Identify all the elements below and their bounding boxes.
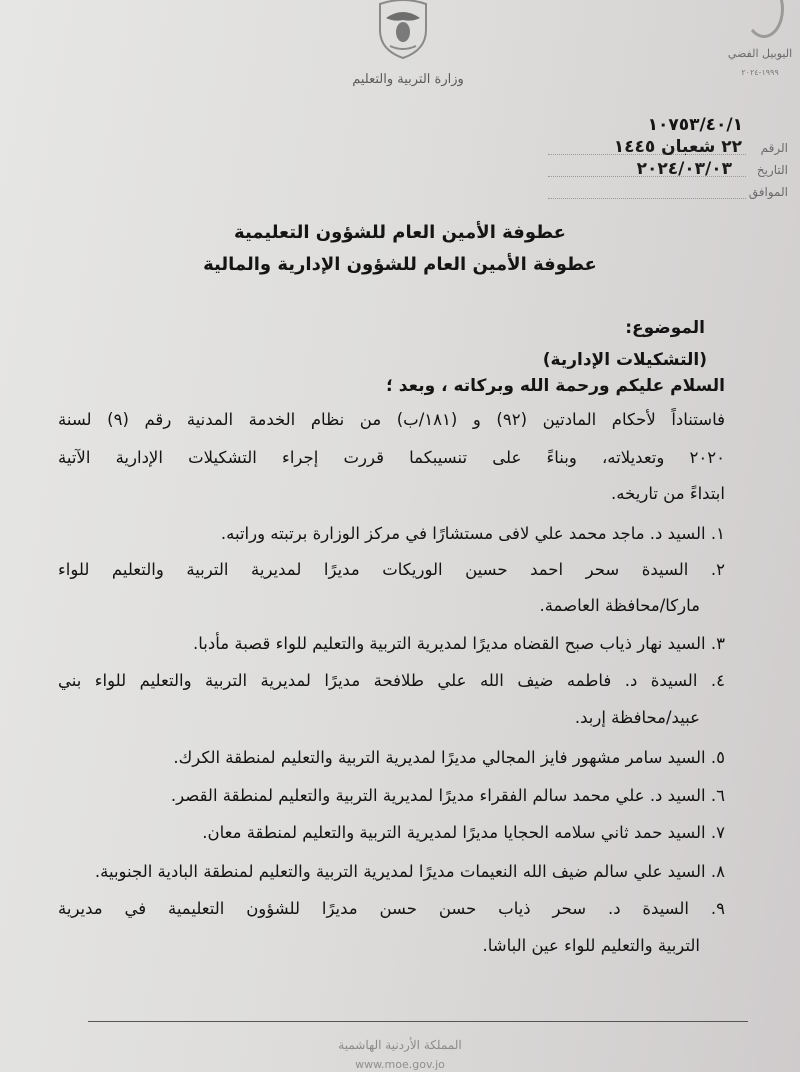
list-item-6: ٦. السيد د. علي محمد سالم الفقراء مديرًا لمديرية التربية والتعليم لمنطقة القصر.: [170, 786, 725, 805]
reference-label: الرقم: [760, 141, 788, 155]
intro-line-3: ابتداءً من تاريخه.: [611, 484, 725, 503]
hijri-date: ٢٢ شعبان ١٤٤٥: [613, 137, 742, 157]
list-item-4-cont: عبيد/محافظة إربد.: [574, 708, 700, 727]
ministry-name: وزارة التربية والتعليم: [352, 72, 464, 87]
corresponding-label: الموافق: [748, 185, 788, 199]
reference-date-block: [548, 137, 788, 203]
date-label: التاريخ: [756, 163, 788, 177]
jubilee-emblem: [720, 0, 800, 85]
list-item-1: ١. السيد د. ماجد محمد علي لافى مستشارًا في مركز الوزارة برتبته وراتبه.: [220, 524, 725, 543]
list-item-2-cont: ماركا/محافظة العاصمة.: [539, 596, 700, 615]
list-item-7: ٧. السيد حمد ثاني سلامه الحجايا مديرًا لمديرية التربية والتعليم لمنطقة معان.: [202, 823, 725, 842]
reference-row: [548, 137, 788, 159]
corresponding-row: [548, 181, 788, 203]
list-item-4: ٤. السيدة د. فاطمه ضيف الله علي طلافحة مديرًا لمديرية التربية والتعليم للواء بني: [58, 671, 725, 690]
dotted-line: [548, 198, 746, 199]
jubilee-years: ١٩٩٩-٢٠٢٤: [741, 68, 779, 77]
gregorian-date: ٢٠٢٤/٠٣/٠٣: [636, 159, 732, 179]
footer-divider: [88, 1021, 748, 1022]
greeting: السلام عليكم ورحمة الله وبركاته ، وبعد ؛: [386, 376, 725, 396]
list-item-8: ٨. السيد علي سالم ضيف الله النعيمات مديرًا لمديرية التربية والتعليم لمنطقة البادية الجنوبية.: [94, 862, 725, 881]
subject-value: (التشكيلات الإدارية): [542, 350, 707, 370]
crescent-icon: [744, 0, 784, 38]
jubilee-label: اليوبيل الفضي: [727, 47, 793, 60]
list-item-3: ٣. السيد نهار ذياب صبح القضاه مديرًا لمديرية التربية والتعليم للواء قصبة مأدبا.: [193, 634, 725, 653]
list-item-9: ٩. السيدة د. سحر ذياب حسن حسن مديرًا للشؤون التعليمية في مديرية: [58, 899, 725, 918]
addressee-1: عطوفة الأمين العام للشؤون التعليمية: [234, 222, 566, 243]
footer-website: www.moe.gov.jo: [355, 1058, 445, 1071]
footer-contact: [120, 1058, 680, 1071]
list-item-9-cont: التربية والتعليم للواء عين الباشا.: [482, 936, 700, 955]
footer-title: المملكة الأردنية الهاشمية: [338, 1038, 462, 1052]
date-row: [548, 159, 788, 181]
addressee-2: عطوفة الأمين العام للشؤون الإدارية والمالية: [203, 254, 597, 275]
intro-line-1: فاستناداً لأحكام المادتين (٩٢) و (١٨١/ب) من نظام الخدمة المدنية رقم (٩) لسنة: [58, 410, 725, 429]
intro-line-2: ٢٠٢٠ وتعديلاته، وبناءً على تنسيبكما قررت إجراء التشكيلات الإدارية الآتية: [58, 448, 725, 467]
coat-of-arms-icon: [372, 0, 434, 60]
subject-label: الموضوع:: [625, 318, 705, 338]
list-item-5: ٥. السيد سامر مشهور فايز المجالي مديرًا لمديرية التربية والتعليم لمنطقة الكرك.: [173, 748, 725, 767]
reference-number: ١٠٧٥٣/٤٠/١: [647, 115, 743, 135]
list-item-2: ٢. السيدة سحر احمد حسين الوريكات مديرًا لمديرية التربية والتعليم للواء: [58, 560, 725, 579]
